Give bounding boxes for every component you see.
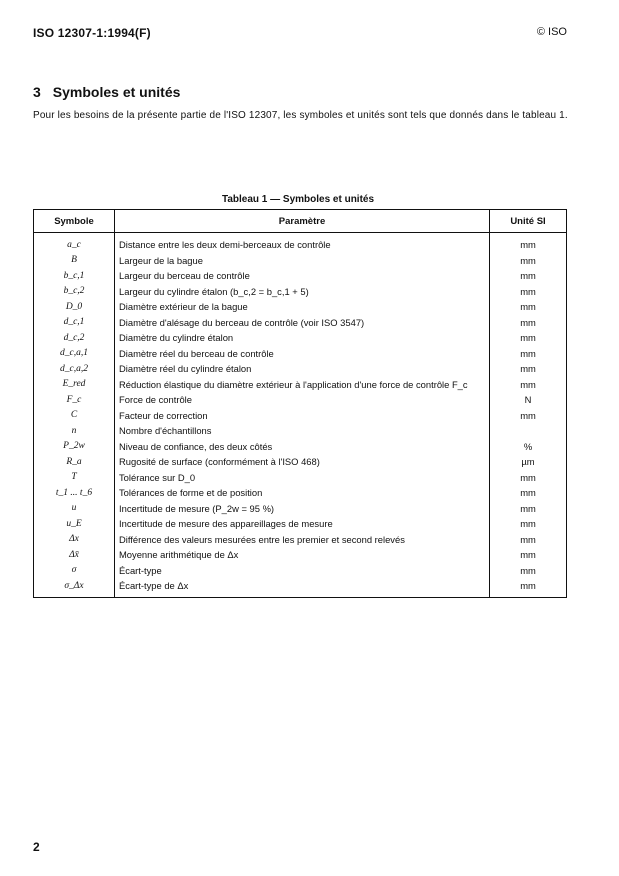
row-symbol: n [34, 423, 115, 439]
header-symbol: Symbole [34, 210, 115, 233]
row-symbol: Δx [34, 532, 115, 548]
table-row [34, 330, 567, 346]
row-symbol: u [34, 501, 115, 517]
row-parameter: Distance entre les deux demi-berceaux de contrôle [115, 233, 490, 253]
section-title: Symboles et unités [52, 84, 181, 100]
row-parameter: Facteur de correction [115, 408, 490, 424]
header-unit: Unité SI [490, 210, 567, 233]
table-row [34, 547, 567, 563]
table-row [34, 299, 567, 315]
section-heading [33, 84, 180, 100]
table-row [34, 578, 567, 597]
row-symbol: b_c,1 [34, 268, 115, 284]
row-symbol: C [34, 408, 115, 424]
row-parameter: Largeur du cylindre étalon (b_c,2 = b_c,1 + 5) [115, 284, 490, 300]
row-parameter: Diamètre réel du berceau de contrôle [115, 346, 490, 362]
row-unit: mm [490, 377, 567, 393]
row-symbol: E_red [34, 377, 115, 393]
row-parameter: Largeur de la bague [115, 253, 490, 269]
table-row [34, 423, 567, 439]
row-unit: mm [490, 563, 567, 579]
table-row [34, 284, 567, 300]
row-unit: mm [490, 284, 567, 300]
table-row [34, 485, 567, 501]
table-row [34, 563, 567, 579]
row-unit: % [490, 439, 567, 455]
table-header-row [34, 210, 567, 233]
row-unit: mm [490, 501, 567, 517]
table-row [34, 346, 567, 362]
row-unit: mm [490, 470, 567, 486]
table-row [34, 315, 567, 331]
row-unit: mm [490, 516, 567, 532]
row-symbol: d_c,a,2 [34, 361, 115, 377]
table-body [34, 233, 567, 598]
row-parameter: Moyenne arithmétique de Δx [115, 547, 490, 563]
row-symbol: σ [34, 563, 115, 579]
row-parameter: Nombre d'échantillons [115, 423, 490, 439]
row-parameter: Incertitude de mesure des appareillages de mesure [115, 516, 490, 532]
row-unit: N [490, 392, 567, 408]
document-id: ISO 12307-1:1994(F) [33, 26, 151, 40]
row-symbol: d_c,1 [34, 315, 115, 331]
row-parameter: Diamètre d'alésage du berceau de contrôle (voir ISO 3547) [115, 315, 490, 331]
row-symbol: T [34, 470, 115, 486]
table-row [34, 454, 567, 470]
table-row [34, 516, 567, 532]
row-parameter: Tolérance sur D_0 [115, 470, 490, 486]
table-row [34, 501, 567, 517]
row-unit: mm [490, 233, 567, 253]
row-symbol: u_E [34, 516, 115, 532]
table-row [34, 532, 567, 548]
row-parameter: Diamètre réel du cylindre étalon [115, 361, 490, 377]
symbols-table [33, 209, 567, 598]
row-parameter: Écart-type [115, 563, 490, 579]
row-unit: mm [490, 315, 567, 331]
row-symbol: Δx̄ [34, 547, 115, 563]
row-symbol: a_c [34, 233, 115, 253]
row-unit: µm [490, 454, 567, 470]
row-parameter: Force de contrôle [115, 392, 490, 408]
row-symbol: D_0 [34, 299, 115, 315]
row-parameter: Rugosité de surface (conformément à l'ISO 468) [115, 454, 490, 470]
row-symbol: B [34, 253, 115, 269]
intro-paragraph: Pour les besoins de la présente partie de l'ISO 12307, les symboles et unités sont tels que donnés dans le tableau 1. [33, 110, 568, 121]
row-symbol: t_1 ... t_6 [34, 485, 115, 501]
copyright-notice: © ISO [536, 26, 567, 38]
row-symbol: b_c,2 [34, 284, 115, 300]
table-row [34, 439, 567, 455]
table-caption: Tableau 1 — Symboles et unités [221, 194, 375, 205]
table-row [34, 253, 567, 269]
row-parameter: Différence des valeurs mesurées entre les premier et second relevés [115, 532, 490, 548]
row-unit: mm [490, 346, 567, 362]
row-symbol: F_c [34, 392, 115, 408]
table-row [34, 233, 567, 253]
row-unit: mm [490, 361, 567, 377]
table-row [34, 377, 567, 393]
row-unit: mm [490, 408, 567, 424]
row-unit: mm [490, 330, 567, 346]
row-unit: mm [490, 253, 567, 269]
row-unit: mm [490, 547, 567, 563]
row-parameter: Largeur du berceau de contrôle [115, 268, 490, 284]
header-parameter: Paramètre [115, 210, 490, 233]
page-number: 2 [33, 840, 40, 854]
row-parameter: Réduction élastique du diamètre extérieur à l'application d'une force de contrôle F_c [115, 377, 490, 393]
row-parameter: Tolérances de forme et de position [115, 485, 490, 501]
table-row [34, 408, 567, 424]
row-parameter: Écart-type de Δx [115, 578, 490, 597]
row-parameter: Incertitude de mesure (P_2w = 95 %) [115, 501, 490, 517]
row-symbol: d_c,a,1 [34, 346, 115, 362]
row-unit: mm [490, 532, 567, 548]
row-parameter: Diamètre du cylindre étalon [115, 330, 490, 346]
row-symbol: σ_Δx [34, 578, 115, 597]
table-row [34, 268, 567, 284]
table-row [34, 361, 567, 377]
row-unit: mm [490, 485, 567, 501]
row-unit [490, 423, 567, 439]
section-number: 3 [33, 84, 41, 100]
row-parameter: Niveau de confiance, des deux côtés [115, 439, 490, 455]
table-row [34, 470, 567, 486]
row-unit: mm [490, 578, 567, 597]
row-symbol: R_a [34, 454, 115, 470]
row-unit: mm [490, 299, 567, 315]
row-unit: mm [490, 268, 567, 284]
row-symbol: P_2w [34, 439, 115, 455]
row-parameter: Diamètre extérieur de la bague [115, 299, 490, 315]
row-symbol: d_c,2 [34, 330, 115, 346]
table-row [34, 392, 567, 408]
